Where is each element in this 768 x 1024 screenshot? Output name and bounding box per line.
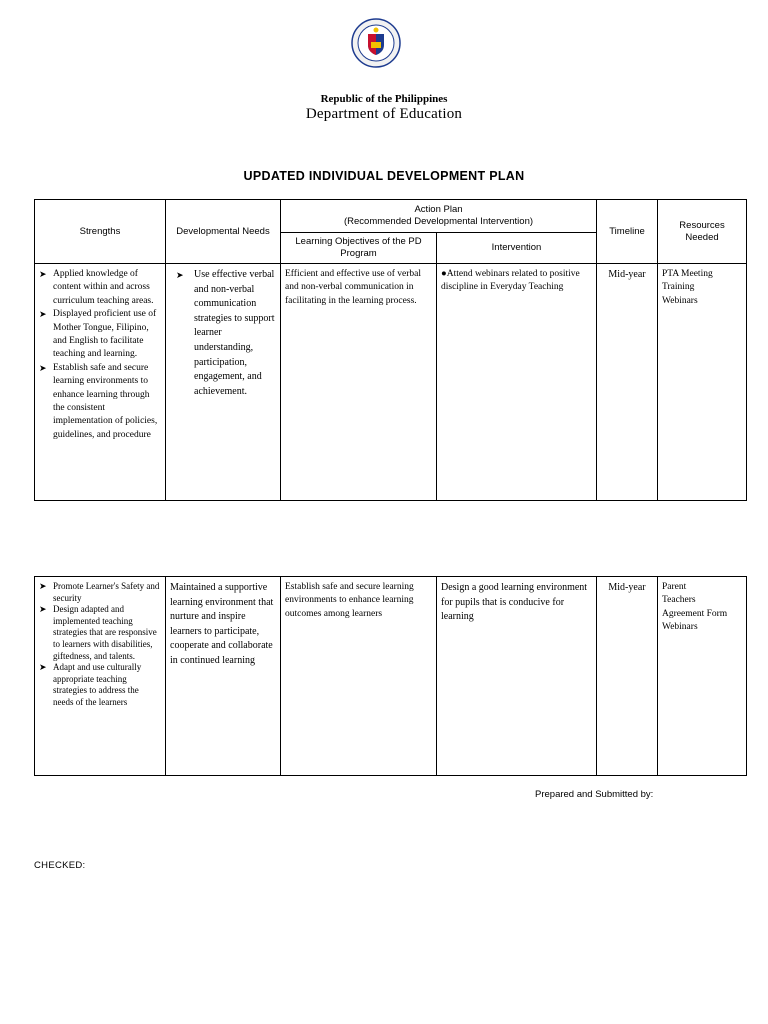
timeline-cell: Mid-year <box>597 264 658 501</box>
list-item: ➤ Design adapted and implemented teaching strategies that are responsive to learners with disabilities, giftedness, and talents. <box>39 604 157 661</box>
republic-label: Republic of the Philippines <box>320 93 448 105</box>
arrow-bullet-icon: ➤ <box>39 362 47 373</box>
timeline-cell: Mid-year <box>597 577 658 776</box>
header-learning-objectives: Learning Objectives of the PD Program <box>281 233 437 264</box>
prepared-submitted-label: Prepared and Submitted by: <box>535 789 654 800</box>
list-item: ➤ Promote Learner's Safety and security <box>39 581 160 603</box>
arrow-bullet-icon: ➤ <box>39 269 47 279</box>
resources-cell: PTA Meeting Training Webinars <box>658 264 747 501</box>
developmental-needs-cell: Maintained a supportive learning environment that nurture and inspire learners to participate, cooperate and collaborate in continued learning <box>166 577 281 776</box>
header-strengths: Strengths <box>35 200 166 264</box>
idp-table-1 <box>34 199 747 501</box>
arrow-bullet-icon: ➤ <box>39 309 47 320</box>
strengths-cell <box>35 264 166 501</box>
header-developmental-needs: Developmental Needs <box>166 200 281 264</box>
header-intervention: Intervention <box>437 233 597 264</box>
deped-seal-icon <box>351 18 401 68</box>
arrow-bullet-icon: ➤ <box>39 581 47 591</box>
checked-label: CHECKED: <box>34 860 86 871</box>
department-name: Department of Education <box>305 106 463 122</box>
resources-cell: Parent Teachers Agreement Form Webinars <box>658 577 747 776</box>
arrow-bullet-icon: ➤ <box>176 270 184 280</box>
learning-objectives-cell: Efficient and effective use of verbal and non-verbal communication in facilitating in the learning process. <box>281 264 437 501</box>
idp-table-2 <box>34 576 747 776</box>
list-item: ➤ Adapt and use culturally appropriate teaching strategies to address the needs of the learners <box>39 662 142 707</box>
strengths-cell <box>35 577 166 776</box>
intervention-cell: ●Attend webinars related to positive discipline in Everyday Teaching <box>437 264 597 501</box>
header-resources-needed: Resources Needed <box>658 200 747 264</box>
arrow-bullet-icon: ➤ <box>39 604 47 615</box>
list-item: ➤ Establish safe and secure learning environments to enhance learning through the consistent implementation of policies, guidelines, and procedure <box>39 362 158 440</box>
learning-objectives-cell: Establish safe and secure learning environments to enhance learning outcomes among learners <box>281 577 437 776</box>
list-item: ➤ Displayed proficient use of Mother Tongue, Filipino, and English to facilitate teaching and learning. <box>39 309 157 360</box>
developmental-needs-cell <box>166 264 281 501</box>
page-title: UPDATED INDIVIDUAL DEVELOPMENT PLAN <box>243 169 525 183</box>
list-item: ➤ Applied knowledge of content within and across curriculum teaching areas. <box>39 269 154 306</box>
intervention-cell: Design a good learning environment for pupils that is conducive for learning <box>437 577 597 776</box>
header-action-plan: Action Plan (Recommended Developmental Intervention) <box>281 200 597 233</box>
arrow-bullet-icon: ➤ <box>39 662 47 673</box>
header-timeline: Timeline <box>597 200 658 264</box>
list-item: ➤ Use effective verbal and non-verbal communication strategies to support learner understanding, participation, engagement, and achievement. <box>176 269 275 397</box>
